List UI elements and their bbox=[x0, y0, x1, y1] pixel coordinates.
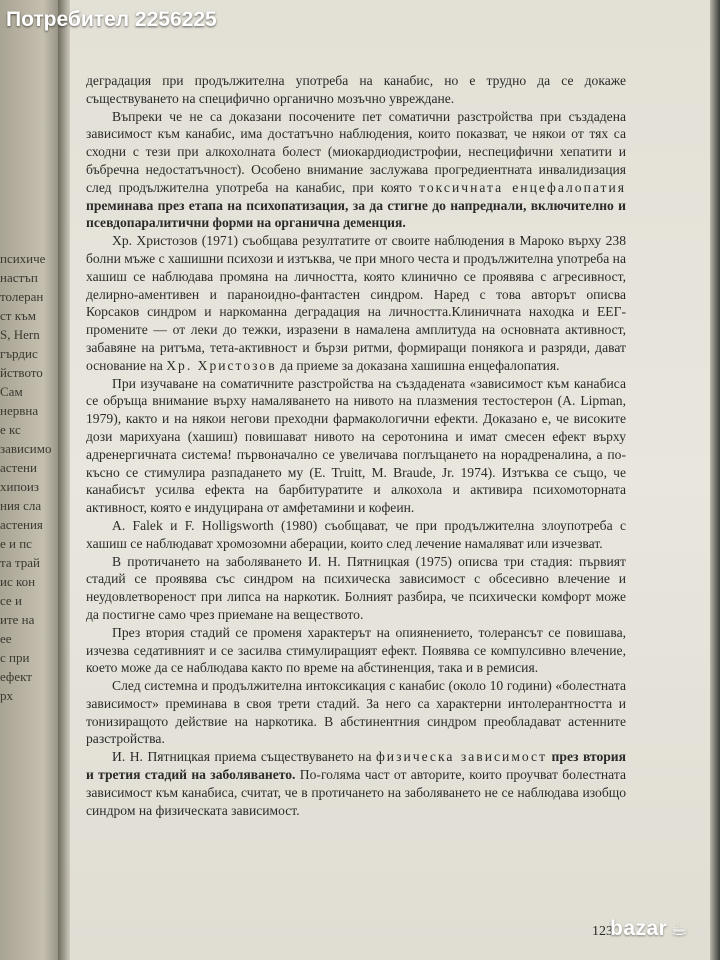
left-page-fragment: психиче bbox=[0, 251, 46, 266]
left-page-fragment: нервна bbox=[0, 403, 39, 418]
paragraph-9-text: И. Н. Пятницкая приема съществуването на bbox=[112, 749, 372, 765]
paragraph-5 bbox=[86, 517, 626, 553]
left-page-fragment: ите на bbox=[0, 612, 35, 627]
page-text bbox=[86, 72, 626, 819]
left-page-fragment: зависимо bbox=[0, 441, 52, 456]
left-page-fragment: ния сла bbox=[0, 498, 42, 513]
left-page-fragment: толеран bbox=[0, 289, 44, 304]
left-page-fragment: S, Hern bbox=[0, 327, 40, 342]
paragraph-9-bold: през втория и третия стадий на заболяването. bbox=[86, 749, 626, 783]
left-page-fragment: хипоиз bbox=[0, 479, 40, 494]
paragraph-7-text: През втория стадий се променя характерът на опиянението, толерансът се повишава, изчезва седативният и се засилва стимулиращият ефект. Появява се компулсивно влечение, което може да се наблюдава както по време на абстиненция, така и в ремисия. bbox=[86, 624, 626, 676]
paragraph-3 bbox=[86, 232, 626, 374]
right-page-edge bbox=[710, 0, 720, 960]
page-number: 123 bbox=[592, 924, 613, 939]
left-page-fragment: астения bbox=[0, 517, 43, 532]
paragraph-2-bold: преминава през етапа на психопатизация, за да стигне до напреднали, включително и псевдопаралитични форми на органична деменция. bbox=[86, 197, 626, 231]
paragraph-1-text: деградация при продължителна употреба на канабис, но е трудно да се докаже съществуването на специфично органично мозъчно увреждане. bbox=[86, 73, 626, 106]
paragraph-5-text: A. Falek и F. Holligsworth (1980) съобщават, че при продължителна злоупотреба с хашиш се наблюдават хромозомни аберации, които след лечение намаляват или изчезват. bbox=[86, 517, 626, 551]
user-watermark: Потребител 2256225 bbox=[6, 8, 217, 31]
paragraph-2-text: Въпреки че не са доказани посочените пет соматични разстройства при създадена зависимост към канабис, има достатъчно наблюдения, които показват, че някои от тях са сходни с тези при алкохолната болест (миокардиодистрофии, неспецифични хепатити и бъбречна недостатъчност). Особено внимание заслужава прогредиентната инвалидизация след продължителна употреба на канабис, при която bbox=[86, 108, 626, 195]
left-page-fragment: се и bbox=[0, 593, 22, 608]
left-page-fragment: ее bbox=[0, 631, 12, 646]
paragraph-8 bbox=[86, 677, 626, 748]
paragraph-2 bbox=[86, 108, 626, 233]
logo-text: bazar bbox=[610, 917, 668, 940]
paragraph-6 bbox=[86, 553, 626, 624]
paragraph-3-spaced: Хр. Христозов bbox=[166, 357, 277, 373]
left-page-fragment: ис кон bbox=[0, 574, 36, 589]
left-page-fragment: е кс bbox=[0, 422, 21, 437]
paragraph-6-text: В протичането на заболяването И. Н. Пятницкая (1975) описва три стадия: първият стадий се проявява със синдром на психическа зависимост с обсесивно влечение и неудовлетвореност при липса на наркотик. Болният разбира, че психически комфорт може да постигне само чрез приемане на веществото. bbox=[86, 553, 626, 622]
left-page-fragment: ефект bbox=[0, 669, 32, 684]
left-page-fragment: с при bbox=[0, 650, 30, 665]
left-page-fragment: та трай bbox=[0, 555, 40, 570]
left-page-fragment: настъп bbox=[0, 270, 38, 285]
paragraph-8-text: След системна и продължителна интоксикация с канабис (около 10 години) «болестната зависимост» преминава в своя трети стадий. За него са характерни интолерантността и тонизиращото действие на наркотика. В абстинентния синдром преобладават астенните разстройства. bbox=[86, 678, 626, 747]
paragraph-4 bbox=[86, 375, 626, 517]
site-logo bbox=[610, 916, 689, 941]
paragraph-4-text: При изучаване на соматичните разстройства на създадената «зависимост към канабиса се обръща внимание върху намаляването на нивото на плазмения тестостерон (A. Lipman, 1979), както и на някои негови преходни фармакологични ефекти. Доказано е, че високите дози марихуана (хашиш) повишават нивото на серотонина и имат смесен ефект върху адренергичната система! първоначално се увеличава поглъщането на норадреналина, а по-късно се стимулира разпадането му (E. Truitt, M. Braude, Jr. 1974). Изтъква се също, че канабисът усилва ефекта на барбитуратите и алкохола и активира психомоторната активност, която е индуцирана от амфетамини и кофеин. bbox=[86, 375, 626, 516]
paragraph-9 bbox=[86, 748, 626, 819]
left-page-fragment: йството bbox=[0, 365, 43, 380]
left-page-fragment: астени bbox=[0, 460, 37, 475]
paragraph-3-text: Хр. Христозов (1971) съобщава резултатите от своите наблюдения в Мароко върху 238 болни мъже с хашишни психози и изтъква, че при много честа и продължителна употреба на хашиш се наблюдава промяна на личността, която клинично се проявява с агресивност, делирно-аментивен и параноидно-фантастен синдром. Наред с това авторът описва Корсаков синдром и наркоманна деградация на личността.Клиничната находка и ЕЕГ-промените — от леки до тежки, изразени в намалена амплитуда на основната активност, забавяне на ритъма, тета-активност и бързи ритми, формиращи понякога и разряди, дават основание на bbox=[86, 233, 626, 373]
left-page-fragment: ст към bbox=[0, 308, 36, 323]
paragraph-7 bbox=[86, 624, 626, 677]
left-page-fragment: рх bbox=[0, 688, 13, 703]
logo-mark-icon: ☕ bbox=[670, 918, 689, 940]
paragraph-9-tail: По-голяма част от авторите, които проучват болестната зависимост към канабиса, считат, че в протичането на заболяването не се наблюдава изобщо синдром на физическата зависимост. bbox=[86, 767, 626, 818]
left-page-fragment: Сам bbox=[0, 384, 23, 399]
left-page-fragment: гърдис bbox=[0, 346, 38, 361]
paragraph-1 bbox=[86, 72, 626, 108]
left-page-fragment: е и пс bbox=[0, 536, 32, 551]
paragraph-9-spaced: физическа зависимост bbox=[376, 749, 548, 765]
paragraph-2-spaced: токсичната енцефалопатия bbox=[419, 179, 627, 195]
paragraph-3-tail: да приеме за доказана хашишна енцефалопатия. bbox=[280, 357, 560, 373]
left-page-edge bbox=[0, 0, 62, 960]
